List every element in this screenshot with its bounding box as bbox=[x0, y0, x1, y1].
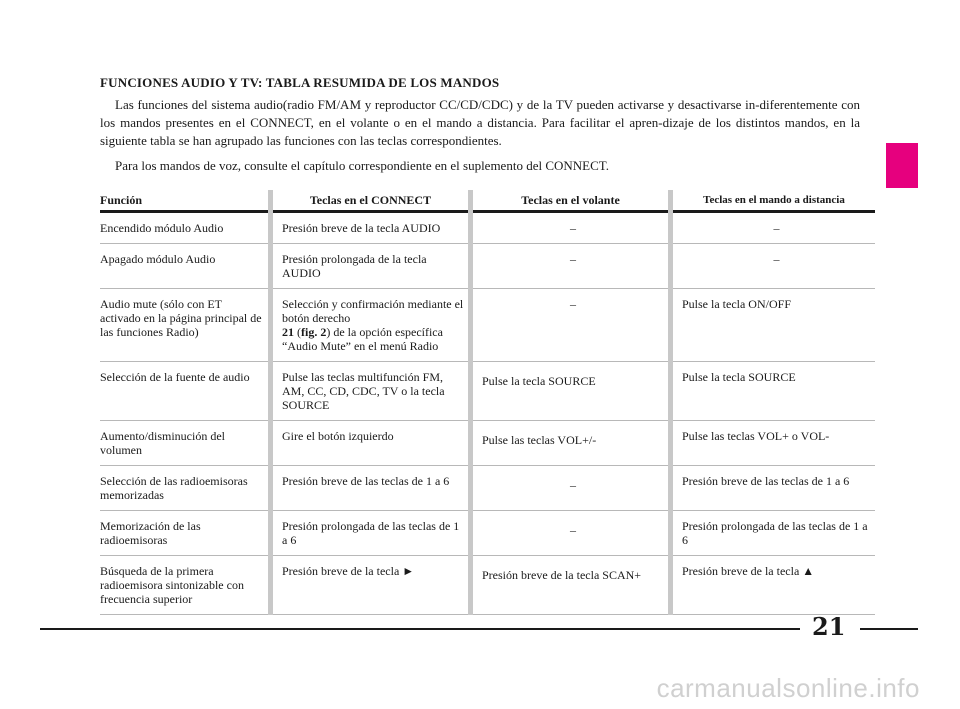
site-watermark: carmanualsonline.info bbox=[656, 673, 920, 703]
cell-funcion: Selección de las radioemisoras memorizadas bbox=[100, 466, 271, 511]
cell-volante: – bbox=[471, 212, 671, 244]
table-row bbox=[100, 556, 875, 615]
header-connect: Teclas en el CONNECT bbox=[271, 190, 471, 212]
cell-mando: Pulse la tecla ON/OFF bbox=[671, 289, 876, 362]
cell-volante-text: Pulse las teclas VOL+/- bbox=[482, 433, 597, 447]
cell-volante-text: – bbox=[570, 523, 576, 537]
cell-volante-text: Pulse la tecla SOURCE bbox=[482, 374, 596, 388]
knob-number: 21 bbox=[282, 325, 294, 339]
cell-connect: Selección y confirmación mediante el botón derecho 21 (fig. 2) de la opción específica “Audio Mute” en el menú Radio bbox=[271, 289, 471, 362]
table-row bbox=[100, 362, 875, 421]
cell-connect: Presión prolongada de las teclas de 1 a 6 bbox=[271, 511, 471, 556]
page-number: 21 bbox=[812, 612, 846, 641]
cell-volante bbox=[471, 556, 671, 615]
footer-rule-right bbox=[860, 628, 918, 630]
cell-volante: – bbox=[471, 289, 671, 362]
cell-funcion: Memorización de las radioemisoras bbox=[100, 511, 271, 556]
intro-paragraph: Las funciones del sistema audio(radio FM/AM y reproductor CC/CD/CDC) y de la TV pueden activarse y desactivarse in-diferentemente con los mandos presentes en el CONNECT, en el volante o en el mando a distancia. Para facilitar el apren-dizaje de los distintos mandos, en la siguiente tabla se han agrupado las funciones con las teclas correspondientes. bbox=[100, 97, 860, 148]
table-row bbox=[100, 421, 875, 466]
controls-summary-table bbox=[100, 190, 875, 615]
footer-rule-left bbox=[40, 628, 800, 630]
cell-volante bbox=[471, 421, 671, 466]
cell-connect: Gire el botón izquierdo bbox=[271, 421, 471, 466]
cell-connect: Presión breve de la tecla ► bbox=[271, 556, 471, 615]
table-header-row bbox=[100, 190, 875, 212]
cell-volante bbox=[471, 511, 671, 556]
cell-connect-text: Selección y confirmación mediante el botón derecho bbox=[282, 297, 464, 325]
cell-funcion: Apagado módulo Audio bbox=[100, 244, 271, 289]
cell-mando: Pulse la tecla SOURCE bbox=[671, 362, 876, 421]
cell-mando: Presión breve de la tecla ▲ bbox=[671, 556, 876, 615]
cell-connect: Presión prolongada de la tecla AUDIO bbox=[271, 244, 471, 289]
cell-funcion: Audio mute (sólo con ET activado en la página principal de las funciones Radio) bbox=[100, 289, 271, 362]
cell-mando: – bbox=[671, 212, 876, 244]
cell-volante bbox=[471, 362, 671, 421]
cell-mando: Presión breve de las teclas de 1 a 6 bbox=[671, 466, 876, 511]
cell-mando: Presión prolongada de las teclas de 1 a 6 bbox=[671, 511, 876, 556]
cell-funcion: Búsqueda de la primera radioemisora sintonizable con frecuencia superior bbox=[100, 556, 271, 615]
cell-mando: Pulse las teclas VOL+ o VOL- bbox=[671, 421, 876, 466]
section-tab-marker bbox=[886, 143, 918, 188]
cell-connect: Presión breve de las teclas de 1 a 6 bbox=[271, 466, 471, 511]
header-volante: Teclas en el volante bbox=[471, 190, 671, 212]
cell-volante bbox=[471, 466, 671, 511]
cell-volante-text: Presión breve de la tecla SCAN+ bbox=[482, 568, 642, 582]
cell-connect: Presión breve de la tecla AUDIO bbox=[271, 212, 471, 244]
cell-connect: Pulse las teclas multifunción FM, AM, CC, CD, CDC, TV o la tecla SOURCE bbox=[271, 362, 471, 421]
cell-funcion: Aumento/disminución del volumen bbox=[100, 421, 271, 466]
cell-volante: – bbox=[471, 244, 671, 289]
table-row bbox=[100, 289, 875, 362]
cell-volante-text: – bbox=[570, 478, 576, 492]
section-title: FUNCIONES AUDIO Y TV: TABLA RESUMIDA DE LOS MANDOS bbox=[100, 75, 500, 90]
cell-mando: – bbox=[671, 244, 876, 289]
header-funcion: Función bbox=[100, 190, 271, 212]
figure-reference: fig. 2 bbox=[301, 325, 327, 339]
table-row bbox=[100, 244, 875, 289]
table-row bbox=[100, 511, 875, 556]
table-row bbox=[100, 212, 875, 244]
cell-funcion: Encendido módulo Audio bbox=[100, 212, 271, 244]
cell-funcion: Selección de la fuente de audio bbox=[100, 362, 271, 421]
header-mando: Teclas en el mando a distancia bbox=[671, 190, 876, 212]
table-row bbox=[100, 466, 875, 511]
voice-note-paragraph: Para los mandos de voz, consulte el capítulo correspondiente en el suplemento del CONNECT. bbox=[115, 158, 609, 173]
cell-connect-text: de la opción específica “Audio Mute” en el menú Radio bbox=[282, 325, 443, 353]
